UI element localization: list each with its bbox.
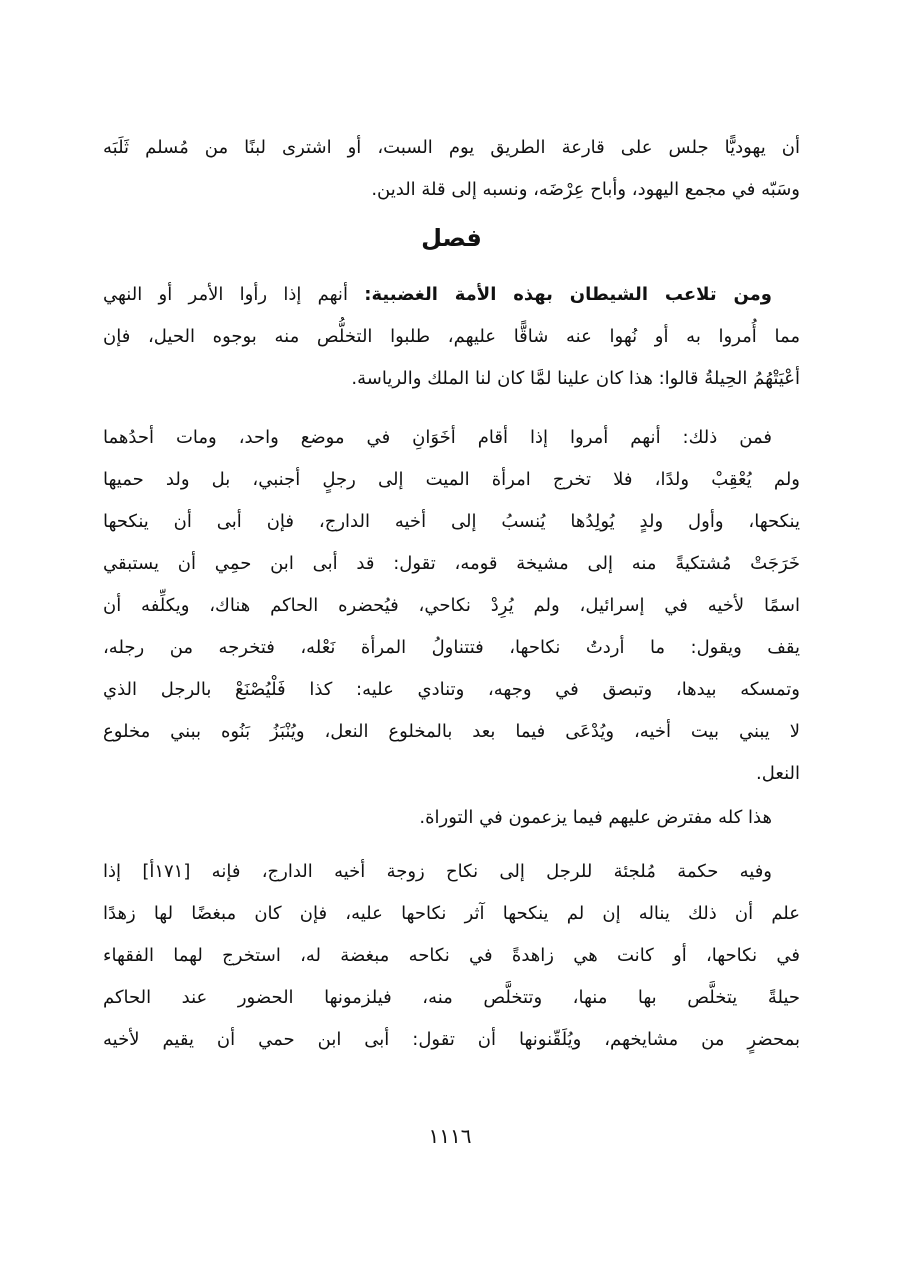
text-line: ولم يُعْقِبْ ولدًا، فلا تخرج امرأة الميت إلى رجلٍ أجنبي، بل ولد حميها xyxy=(103,469,800,490)
text-line: وفيه حكمة مُلجئة للرجل إلى نكاح زوجة أخيه الدارج، فإنه [١٧١أ] إذا xyxy=(103,861,772,882)
text-line: بمحضرٍ من مشايخهم، ويُلَقّنونها أن تقول: أبى ابن حمي أن يقيم لأخيه xyxy=(103,1029,800,1050)
book-page xyxy=(103,127,800,1061)
text-line: يقف ويقول: ما أردتُ نكاحها، فتتناولُ المرأة نَعْله، فتخرجه من رجله، xyxy=(103,637,800,658)
paragraph-3 xyxy=(103,417,800,795)
text-line: حيلةً يتخلَّص بها منها، وتتخلَّص منه، فيلزمونها الحضور عند الحاكم xyxy=(103,987,800,1008)
page-number: ١١١٦ xyxy=(428,1124,472,1148)
text-line: علم أن ذلك يناله إن لم ينكحها آثر نكاحها عليه، فإن كان مبغضًا لها زهدًا xyxy=(103,903,800,924)
text-line: لا يبني بيت أخيه، ويُدْعَى فيما بعد بالمخلوع النعل، ويُنْبَزُ بَنُوه ببني مخلوع xyxy=(103,721,800,742)
text-line: أن يهوديًّا جلس على قارعة الطريق يوم السبت، أو اشترى لبنًا من مُسلم ثَلَبَه xyxy=(103,137,800,158)
text-line: وسَبّه في مجمع اليهود، وأباح عِرْضَه، ونسبه إلى قلة الدين. xyxy=(371,179,800,200)
text-line: مما أُمروا به أو نُهوا عنه شاقًّا عليهم، طلبوا التخلُّص منه بوجوه الحيل، فإن xyxy=(103,326,800,347)
text-line: اسمًا لأخيه في إسرائيل، ولم يُرِدْ نكاحي، فيُحضره الحاكم هناك، ويكلِّفه أن xyxy=(103,595,800,616)
text-line xyxy=(103,274,800,316)
text-line: وتمسكه بيدها، وتبصق في وجهه، وتنادي عليه: كذا فَلْيُصْنَعْ بالرجل الذي xyxy=(103,679,800,700)
paragraph-1 xyxy=(103,127,800,211)
text-line: ينكحها، وأول ولدٍ يُولِدُها يُنسبُ إلى أخيه الدارج، فإن أبى أن ينكحها xyxy=(103,511,800,532)
paragraph-2 xyxy=(103,274,800,400)
bold-lead: ومن تلاعب الشيطان بهذه الأمة الغضبية: xyxy=(364,284,772,305)
text-line: فمن ذلك: أنهم أمروا إذا أقام أخَوَانِ في موضع واحد، ومات أحدُهما xyxy=(103,427,772,448)
text-line: خَرَجَتْ مُشتكيةً منه إلى مشيخة قومه، تقول: قد أبى ابن حمِي أن يستبقي xyxy=(103,553,800,574)
text-line: أعْيَتْهُمُ الحِيلةُ قالوا: هذا كان علينا لمَّا كان لنا الملك والرياسة. xyxy=(351,368,800,389)
paragraph-5 xyxy=(103,851,800,1061)
paragraph-4 xyxy=(103,797,800,839)
text-line: في نكاحها، أو كانت هي زاهدةً في نكاحه مبغضة له، استخرج لهما الفقهاء xyxy=(103,945,800,966)
text-line: النعل. xyxy=(756,763,800,784)
text-line: هذا كله مفترض عليهم فيما يزعمون في التوراة. xyxy=(419,807,772,828)
text-span: أنهم إذا رأوا الأمر أو النهي xyxy=(103,284,348,305)
section-heading: فصل xyxy=(421,224,482,252)
